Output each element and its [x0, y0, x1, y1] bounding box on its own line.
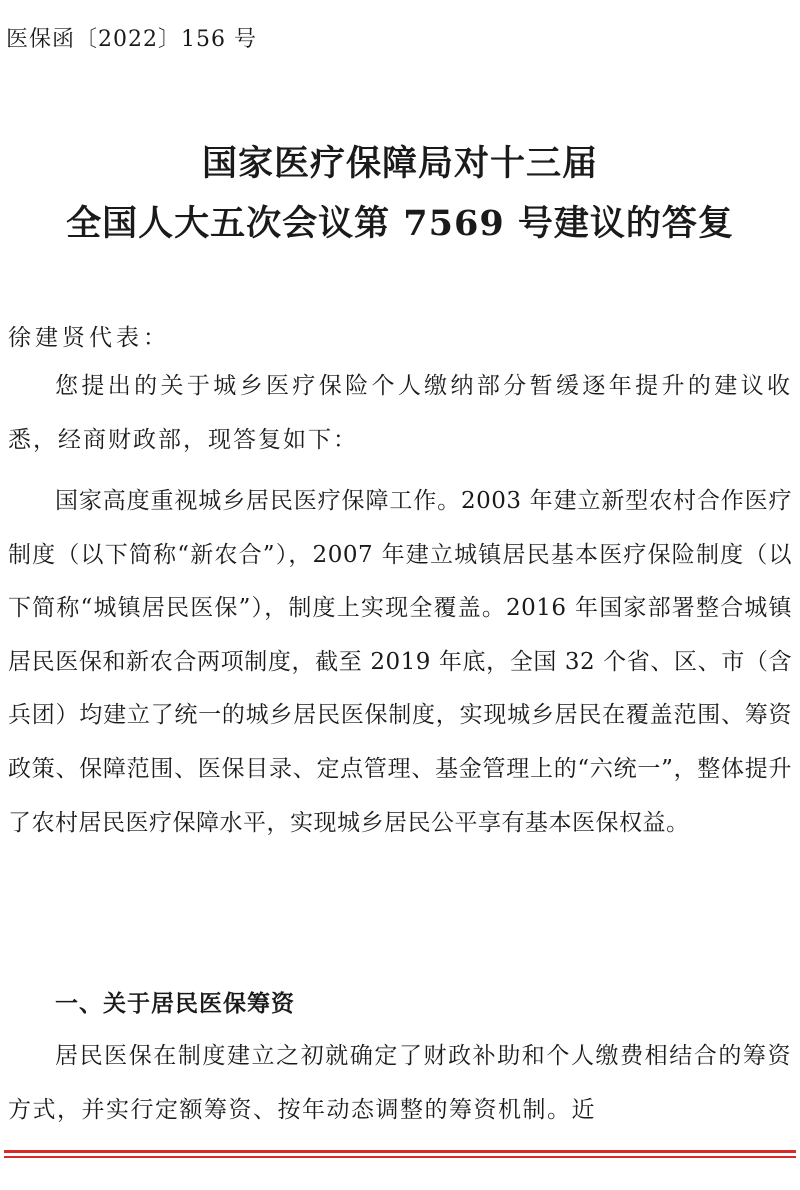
paragraph-intro: 您提出的关于城乡医疗保险个人缴纳部分暂缓逐年提升的建议收悉，经商财政部，现答复如下： — [8, 373, 792, 453]
salutation: 徐建贤代表： — [8, 325, 170, 351]
footer-rule-thin — [4, 1156, 796, 1158]
title-line-2: 全国人大五次会议第 7569 号建议的答复 — [66, 203, 734, 244]
title-line-1: 国家医疗保障局对十三届 — [201, 143, 598, 184]
section-heading: 一、关于居民医保筹资 — [55, 990, 295, 1017]
document-number: 医保函〔2022〕156 号 — [6, 27, 257, 52]
paragraph-background: 国家高度重视城乡居民医疗保障工作。2003 年建立新型农村合作医疗制度（以下简称“新农合”），2007 年建立城镇居民基本医疗保险制度（以下简称“城镇居民医保”），制度上实现全覆盖。2016 年国家部署整合城镇居民医保和新农合两项制度，截至 2019 年底，全国 32 个省、区、市（含兵团）均建立了统一的城乡居民医保制度，实现城乡居民在覆盖范围、筹资政策、保障范围、医保目录、定点管理、基金管理上的“六统一”，整体提升了农村居民医疗保障水平，实现城乡居民公平享有基本医保权益。 — [8, 488, 792, 836]
footer-rule-thick — [4, 1150, 796, 1153]
section-paragraph: 居民医保在制度建立之初就确定了财政补助和个人缴费相结合的筹资方式，并实行定额筹资、按年动态调整的筹资机制。近 — [8, 1043, 792, 1123]
